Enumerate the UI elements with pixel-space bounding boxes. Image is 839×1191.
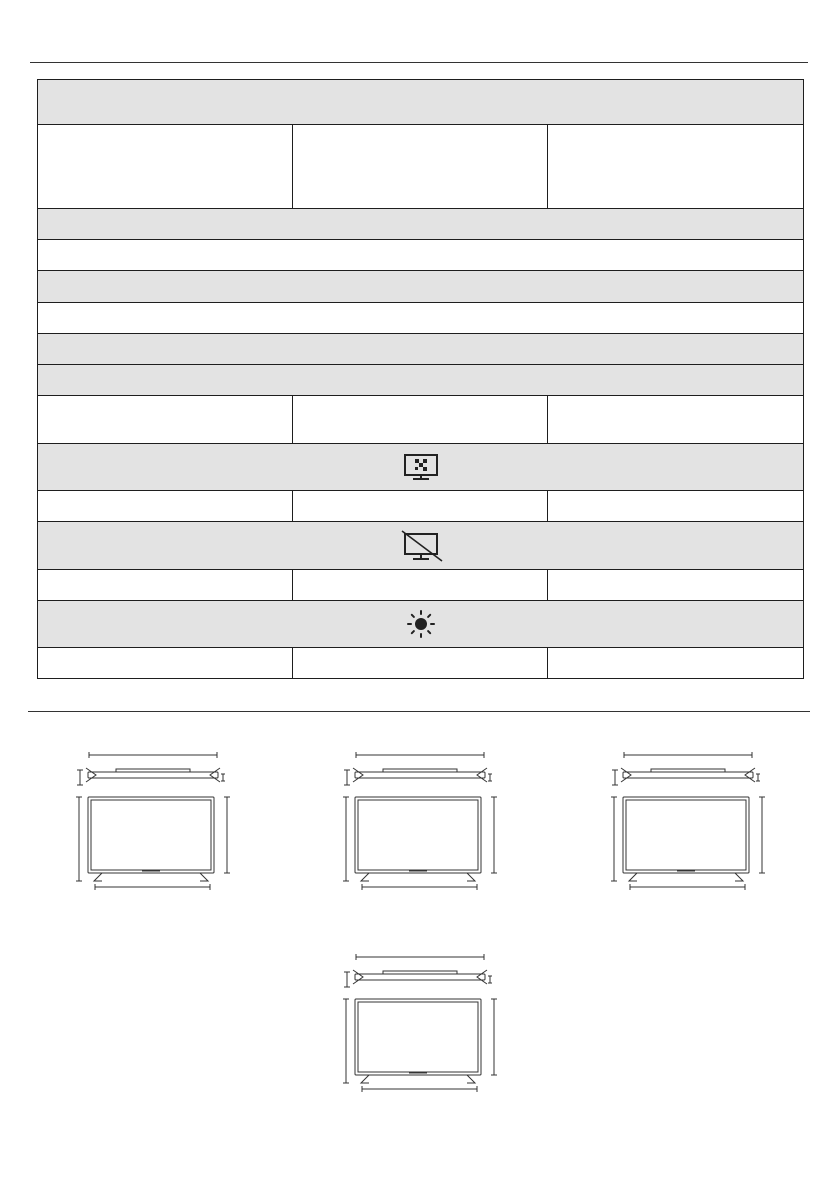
section-header-cell [38, 365, 804, 396]
table-cell [38, 648, 293, 679]
monitor-off-icon [397, 530, 445, 562]
tv-outline-icon [339, 952, 509, 1094]
section-header-cell [38, 209, 804, 240]
table-row [38, 491, 804, 522]
section-header-row [38, 365, 804, 396]
table-cell [293, 491, 548, 522]
section-header-row [38, 334, 804, 365]
tv-outline-icon [607, 750, 777, 892]
table-row [38, 570, 804, 601]
tv-dimension-diagram [607, 750, 777, 892]
table-header-row [38, 80, 804, 125]
table-cell [548, 396, 804, 444]
table-cell [548, 570, 804, 601]
table-row [38, 396, 804, 444]
table-cell [548, 648, 804, 679]
section-header-cell [38, 334, 804, 365]
table-cell [38, 491, 293, 522]
table-row [38, 125, 804, 209]
tv-dimension-diagram [339, 750, 509, 892]
table-cell [38, 240, 804, 271]
table-cell [38, 570, 293, 601]
section-header-row [38, 209, 804, 240]
table-cell [293, 648, 548, 679]
spec-table [37, 79, 804, 679]
section-divider [28, 711, 810, 712]
table-row [38, 303, 804, 334]
monitor-pixel-icon [403, 453, 439, 481]
table-cell [38, 303, 804, 334]
tv-outline-icon [339, 750, 509, 892]
table-cell [38, 125, 293, 209]
section-header-cell [38, 271, 804, 303]
table-cell [293, 570, 548, 601]
icon-header-cell [38, 601, 804, 648]
brightness-icon [406, 609, 436, 639]
table-header-cell [38, 80, 804, 125]
icon-header-row [38, 444, 804, 491]
icon-header-cell [38, 522, 804, 570]
icon-header-row [38, 522, 804, 570]
tv-outline-icon [72, 750, 242, 892]
icon-header-cell [38, 444, 804, 491]
table-cell [548, 125, 804, 209]
icon-header-row [38, 601, 804, 648]
tv-dimension-diagram [72, 750, 242, 892]
table-cell [38, 396, 293, 444]
tv-dimension-diagram [339, 952, 509, 1094]
table-row [38, 648, 804, 679]
table-cell [548, 491, 804, 522]
section-header-row [38, 271, 804, 303]
top-divider [30, 62, 808, 63]
table-row [38, 240, 804, 271]
table-cell [293, 396, 548, 444]
table-cell [293, 125, 548, 209]
